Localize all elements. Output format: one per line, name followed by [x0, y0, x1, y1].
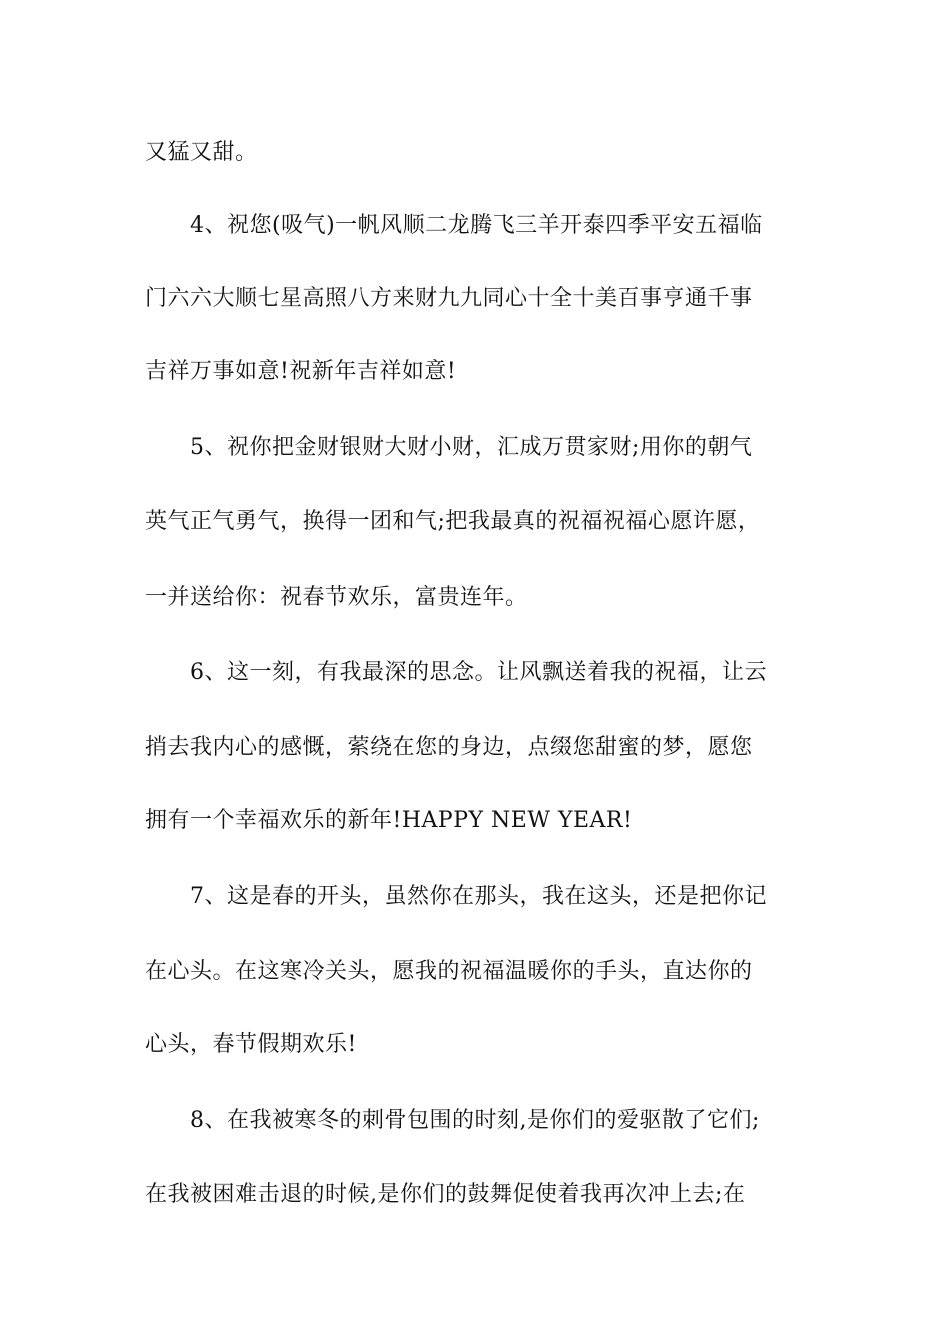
paragraph-5-line-3: 一并送给你：祝春节欢乐，富贵连年。: [145, 585, 528, 610]
text-line: 又猛又甜。: [145, 140, 258, 165]
paragraph-6-line-2: 捎去我内心的感慨，萦绕在您的身边，点缀您甜蜜的梦，愿您: [145, 735, 753, 760]
paragraph-8-line-2: 在我被困难击退的时候,是你们的鼓舞促使着我再次冲上去;在: [145, 1182, 746, 1207]
paragraph-6-line-1: 6、这一刻，有我最深的思念。让风飘送着我的祝福，让云: [190, 660, 767, 685]
paragraph-4-line-1: 4、祝您(吸气)一帆风顺二龙腾飞三羊开泰四季平安五福临: [190, 213, 763, 238]
paragraph-7-line-2: 在心头。在这寒冷关头，愿我的祝福温暖你的手头，直达你的: [145, 959, 753, 984]
paragraph-5-line-2: 英气正气勇气，换得一团和气;把我最真的祝福祝福心愿许愿，: [145, 509, 761, 534]
paragraph-4-line-3: 吉祥万事如意!祝新年吉祥如意!: [145, 359, 457, 384]
paragraph-6-line-3: 拥有一个幸福欢乐的新年!HAPPY NEW YEAR!: [145, 808, 633, 833]
paragraph-8-line-1: 8、在我被寒冬的刺骨包围的时刻,是你们的爱驱散了它们;: [190, 1108, 760, 1133]
paragraph-4-line-2: 门六六大顺七星高照八方来财九九同心十全十美百事亨通千事: [145, 286, 753, 311]
paragraph-5-line-1: 5、祝你把金财银财大财小财，汇成万贯家财;用你的朝气: [190, 435, 753, 460]
paragraph-7-line-3: 心头，春节假期欢乐!: [145, 1032, 357, 1057]
paragraph-7-line-1: 7、这是春的开头，虽然你在那头，我在这头，还是把你记: [190, 884, 767, 909]
